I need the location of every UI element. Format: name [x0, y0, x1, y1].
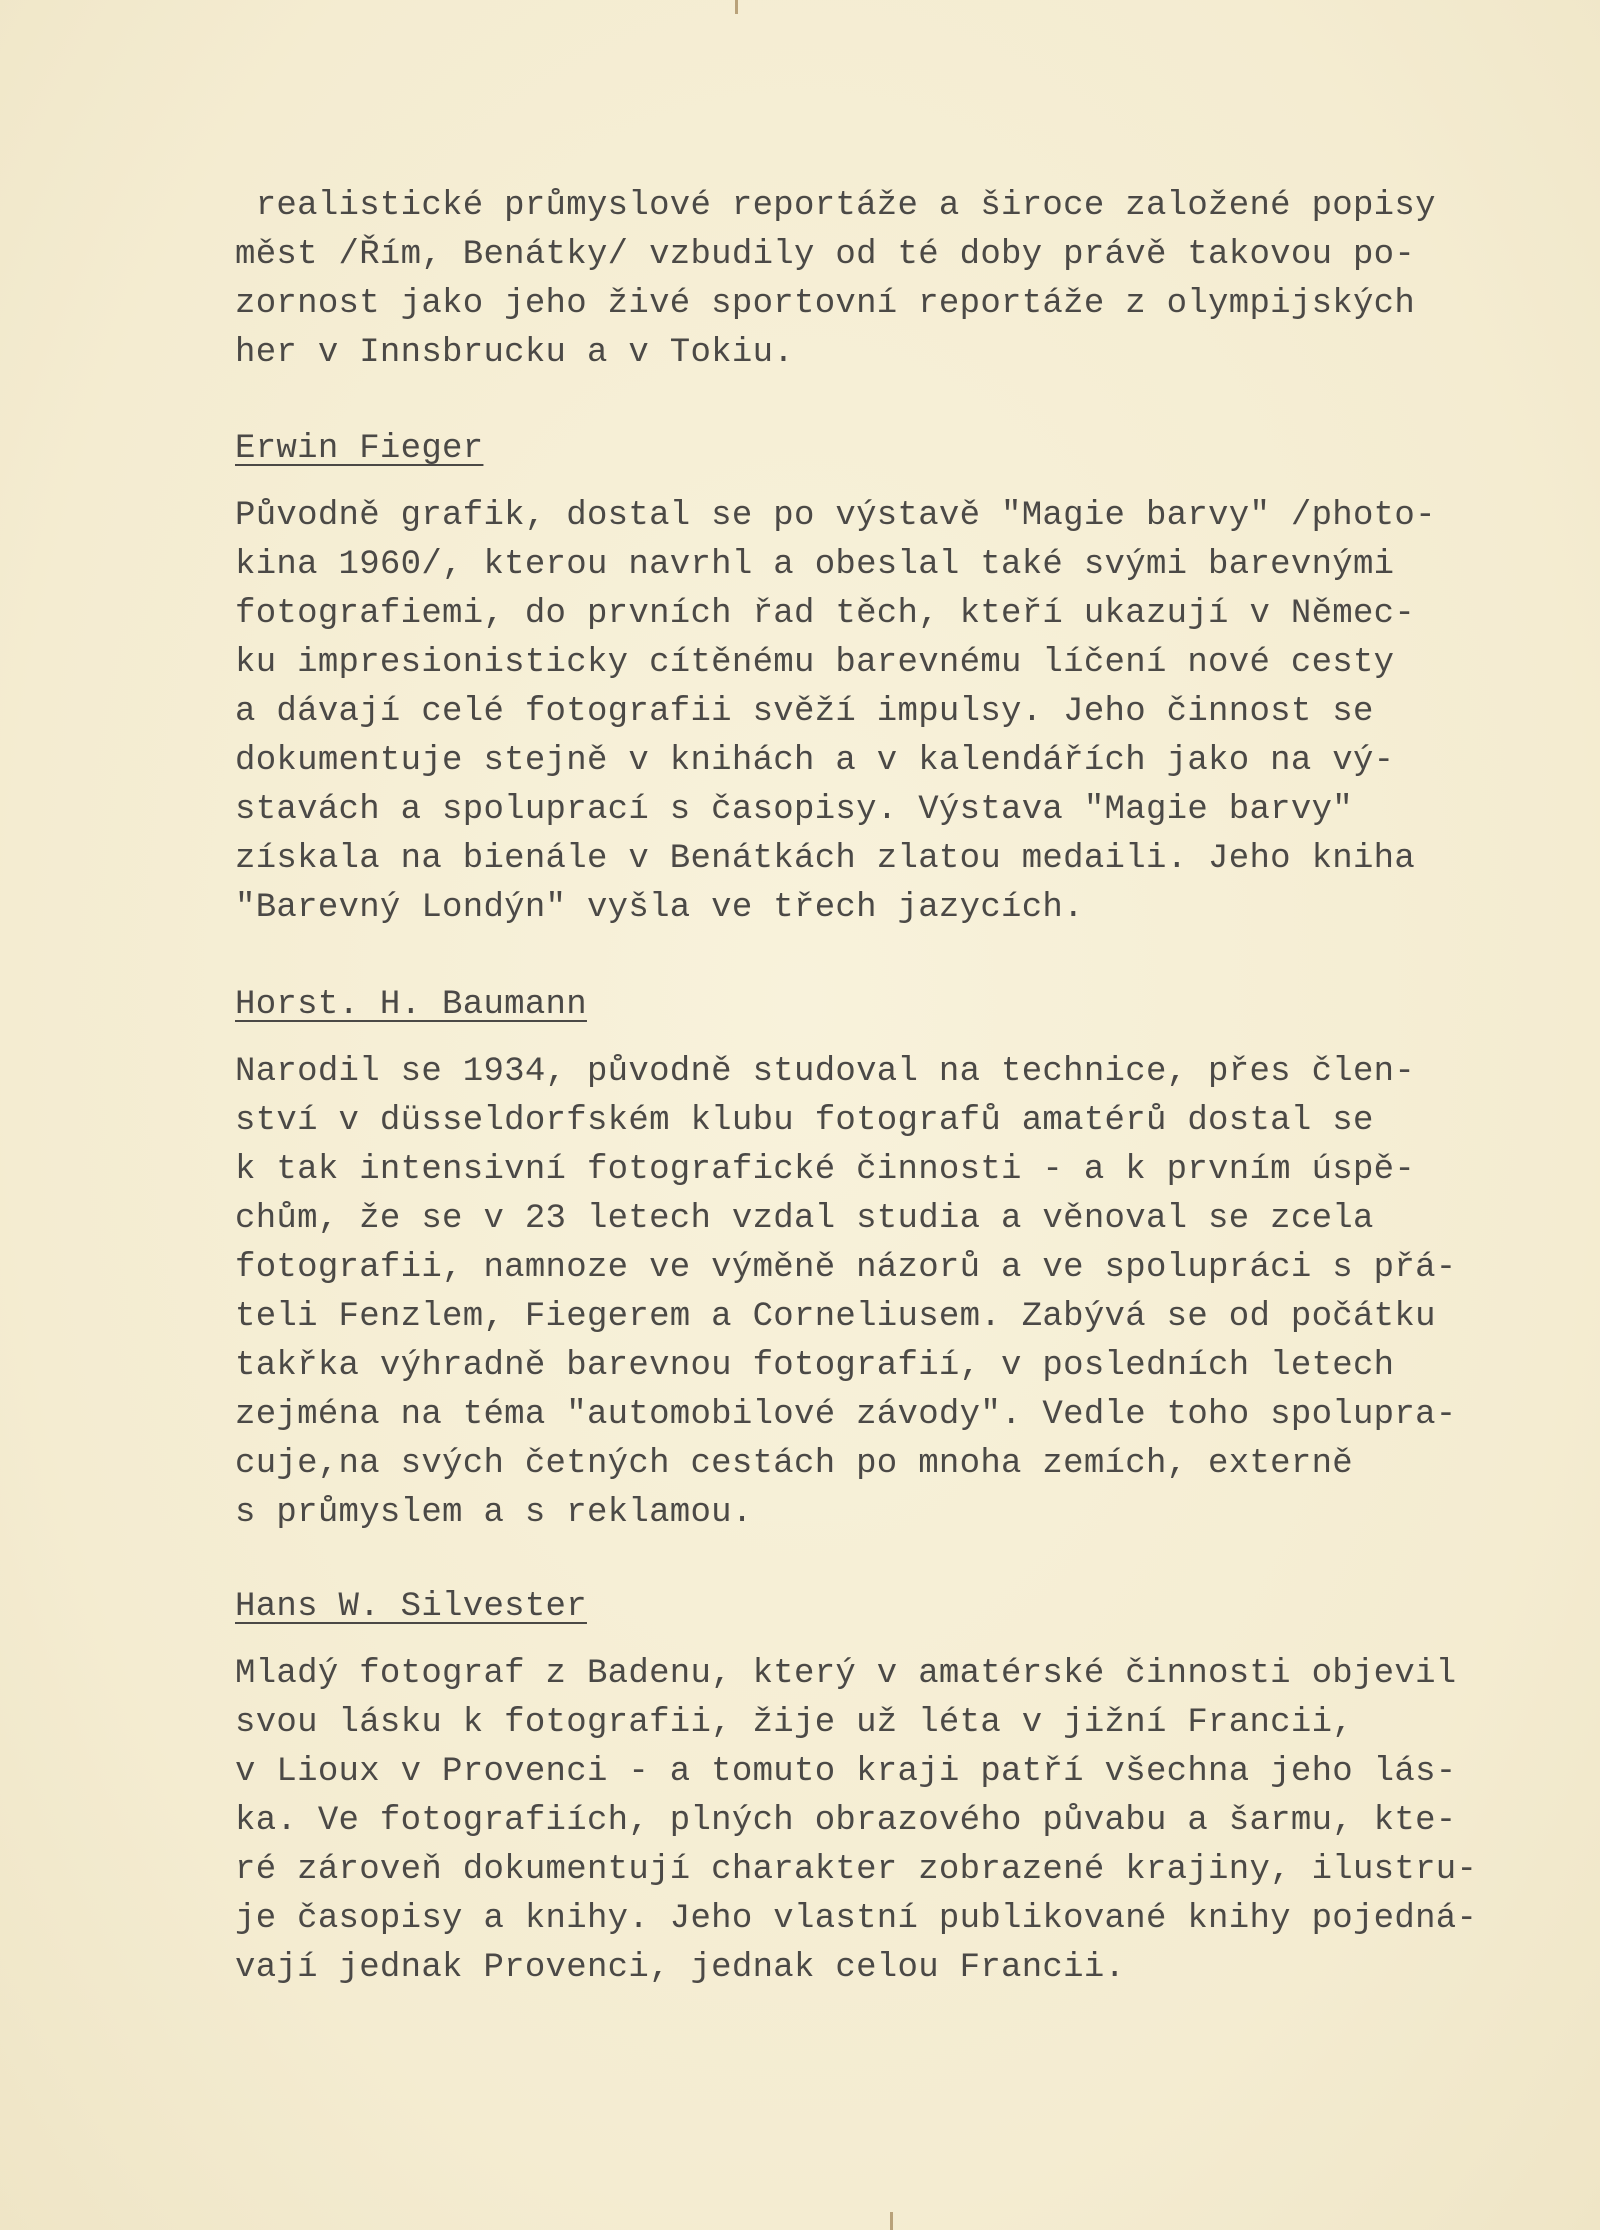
text-line: zejména na téma "automobilové závody". Vedle toho spolupra- — [235, 1396, 1457, 1434]
text-line: s průmyslem a s reklamou. — [235, 1494, 753, 1532]
text-line: her v Innsbrucku a v Tokiu. — [235, 334, 794, 372]
text-line: vají jednak Provenci, jednak celou Francii. — [235, 1949, 1126, 1987]
text-line: realistické průmyslové reportáže a široce založené popisy — [235, 187, 1436, 225]
text-line: fotografii, namnoze ve výměně názorů a ve spolupráci s přá- — [235, 1249, 1457, 1287]
text-line: teli Fenzlem, Fiegerem a Corneliusem. Zabývá se od počátku — [235, 1298, 1436, 1336]
text-line: a dávají celé fotografii svěží impulsy. Jeho činnost se — [235, 693, 1374, 731]
text-line: "Barevný Londýn" vyšla ve třech jazycích. — [235, 889, 1084, 927]
text-line: cuje,na svých četných cestách po mnoha zemích, externě — [235, 1445, 1353, 1483]
text-line: fotografiemi, do prvních řad těch, kteří ukazují v Němec- — [235, 595, 1416, 633]
text-line: kina 1960/, kterou navrhl a obeslal také svými barevnými — [235, 546, 1395, 584]
text-line: k tak intensivní fotografické činnosti - a k prvním úspě- — [235, 1151, 1416, 1189]
text-line: v Lioux v Provenci - a tomuto kraji patří všechna jeho lás- — [235, 1753, 1457, 1791]
section-heading: Erwin Fieger — [235, 430, 484, 468]
paper-mark-bottom — [890, 2212, 893, 2230]
text-line: ré zároveň dokumentují charakter zobrazené krajiny, ilustru- — [235, 1851, 1478, 1889]
section-heading: Hans W. Silvester — [235, 1588, 587, 1626]
text-line: ství v düsseldorfském klubu fotografů amatérů dostal se — [235, 1102, 1374, 1140]
text-line: takřka výhradně barevnou fotografií, v posledních letech — [235, 1347, 1395, 1385]
text-line: ka. Ve fotografiích, plných obrazového půvabu a šarmu, kte- — [235, 1802, 1457, 1840]
text-line: je časopisy a knihy. Jeho vlastní publikované knihy pojedná- — [235, 1900, 1478, 1938]
text-line: svou lásku k fotografii, žije už léta v jižní Francii, — [235, 1704, 1353, 1742]
text-line: stavách a spoluprací s časopisy. Výstava "Magie barvy" — [235, 791, 1353, 829]
text-line: Mladý fotograf z Badenu, který v amatérské činnosti objevil — [235, 1655, 1457, 1693]
text-line: Narodil se 1934, původně studoval na technice, přes člen- — [235, 1053, 1416, 1091]
text-line: ku impresionisticky cítěnému barevnému líčení nové cesty — [235, 644, 1395, 682]
paper-mark-top — [735, 0, 738, 14]
text-line: získala na bienále v Benátkách zlatou medaili. Jeho kniha — [235, 840, 1416, 878]
text-line: dokumentuje stejně v knihách a v kalendářích jako na vý- — [235, 742, 1395, 780]
section-heading: Horst. H. Baumann — [235, 986, 587, 1024]
text-line: Původně grafik, dostal se po výstavě "Magie barvy" /photo- — [235, 497, 1436, 535]
text-line: chům, že se v 23 letech vzdal studia a věnoval se zcela — [235, 1200, 1374, 1238]
text-line: zornost jako jeho živé sportovní reportáže z olympijských — [235, 285, 1416, 323]
text-line: měst /Řím, Benátky/ vzbudily od té doby právě takovou po- — [235, 236, 1416, 274]
